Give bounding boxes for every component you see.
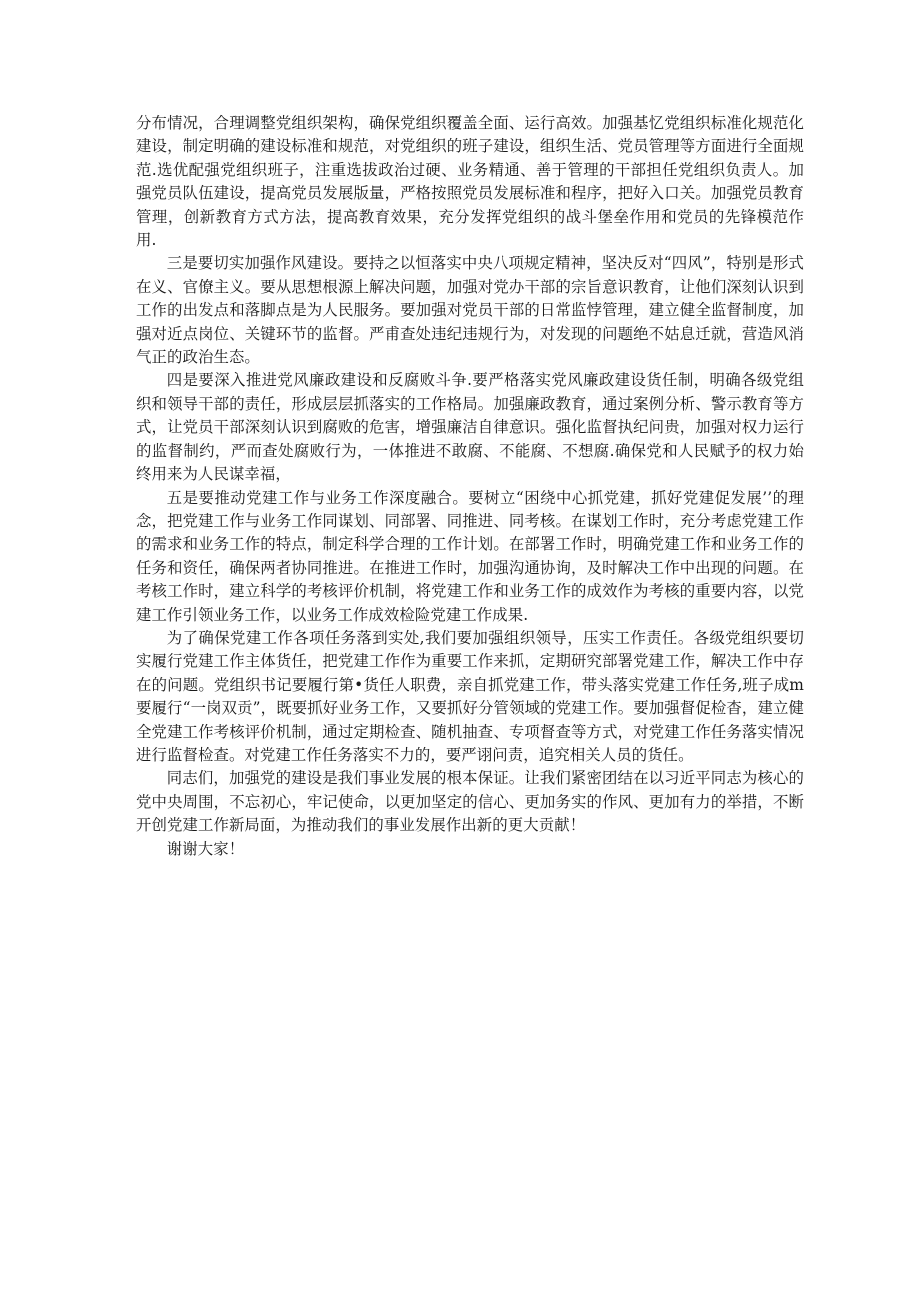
paragraph-conclusion: 同志们，加强党的建设是我们事业发展的根本保证。让我们紧密团结在以习近平同志为核心的党中央周围，不忘初心，牢记使命，以更加坚定的信心、更加务实的作风、更加有力的举措，不断开创党建工作新局面，为推动我们的事业发展作出新的更大贡献！: [136, 769, 804, 835]
paragraph-continuation: 分布情况，合理调整党组织架构，确保党组织覆盖全面、运行高效。加强基忆党组织标准化规范化建设，制定明确的建设标准和规范，对党组织的班子建设，组织生活、党员管理等方面进行全面规范.选优配强党组织班子，注重选拔政治过硬、业务精通、善于管理的干部担任党组织负责人。加强党员队伍建设，提高党员发展版量，严格按照党员发展标准和程序，把好入口关。加强党员教育管理，创新教育方式方法，提高教育效果，充分发挥党组织的战斗堡垒作用和党员的先锋模范作用.: [136, 114, 804, 250]
document-body: [136, 112, 804, 861]
paragraph-anti-corruption: 四是要深入推进党风廉政建设和反腐败斗争.要严格落实党风廉政建设货任制，明确各级党组织和领导干部的责任，形成层层抓落实的工作格局。加强廉政教育，通过案例分析、警示教育等方式，让党员干部深刻认识到腐败的危害，增强廉洁自律意识。强化监督执纪问贵，加强对权力运行的监督制约，严而查处腐败行为，一体推进不敢腐、不能腐、不想腐.确保党和人民赋予的权力始终用来为人民谋幸福，: [136, 371, 804, 484]
paragraph-leadership: 为了确保党建工作各项任务落到实处,我们要加强组织领导，压实工作责任。各级党组织要切实履行党建工作主体货任，把党建工作作为重要工作来抓，定期研究部署党建工作，解决工作中存在的问题。党组织书记要履行第•货任人职费，亲自抓党建工作，带头落实党建工作任务,班子成m要履行“一岗双贡”，既要抓好业务工作，又要抓好分管领域的党建工作。要加强督促检杳，建立健全党建工作考核评价机制，通过定期检查、随机抽查、专项督查等方式，对党建工作任务落实情况进行监督检查。对党建工作任务落实不力的，要严诩问责，追究相关人员的货任。: [136, 628, 804, 764]
paragraph-thanks: 谢谢大家！: [166, 839, 245, 858]
paragraph-integration: 五是要推动党建工作与业务工作深度融合。要树立“困绕中心抓党建，抓好党建促发展’’的理念，把党建工作与业务工作同谋划、同部署、同推进、同考核。在谋划工作时，充分考虑党建工作的需求和业务工作的特点，制定科学合理的工作计划。在部署工作时，明确党建工作和业务工作的任务和资任，确保两者协同推进。在推进工作时，加强沟通协询，及时解决工作中出现的问题。在考核工作时，建立科学的考核评价机制，将党建工作和业务工作的成效作为考核的重要内容，以党建工作引领业务工作，以业务工作成效检险党建工作成果.: [136, 488, 804, 624]
paragraph-work-style: 三是要切实加强作风建设。要持之以恒落实中央八项规定精神，坚决反对“四风”，特别是形式在义、官僚主义。要从思想根源上解决问题，加强对党办干部的宗旨意识教育，让他们深刻认识到工作的出发点和落脚点是为人民服务。要加强对党员干部的日常监悖管理，建立健全监督制度，加强对近点岗位、关键环节的监督。严甫查处违纪违规行为，对发现的问题绝不姑息迁就，营造风消气正的政治生态。: [136, 254, 804, 367]
